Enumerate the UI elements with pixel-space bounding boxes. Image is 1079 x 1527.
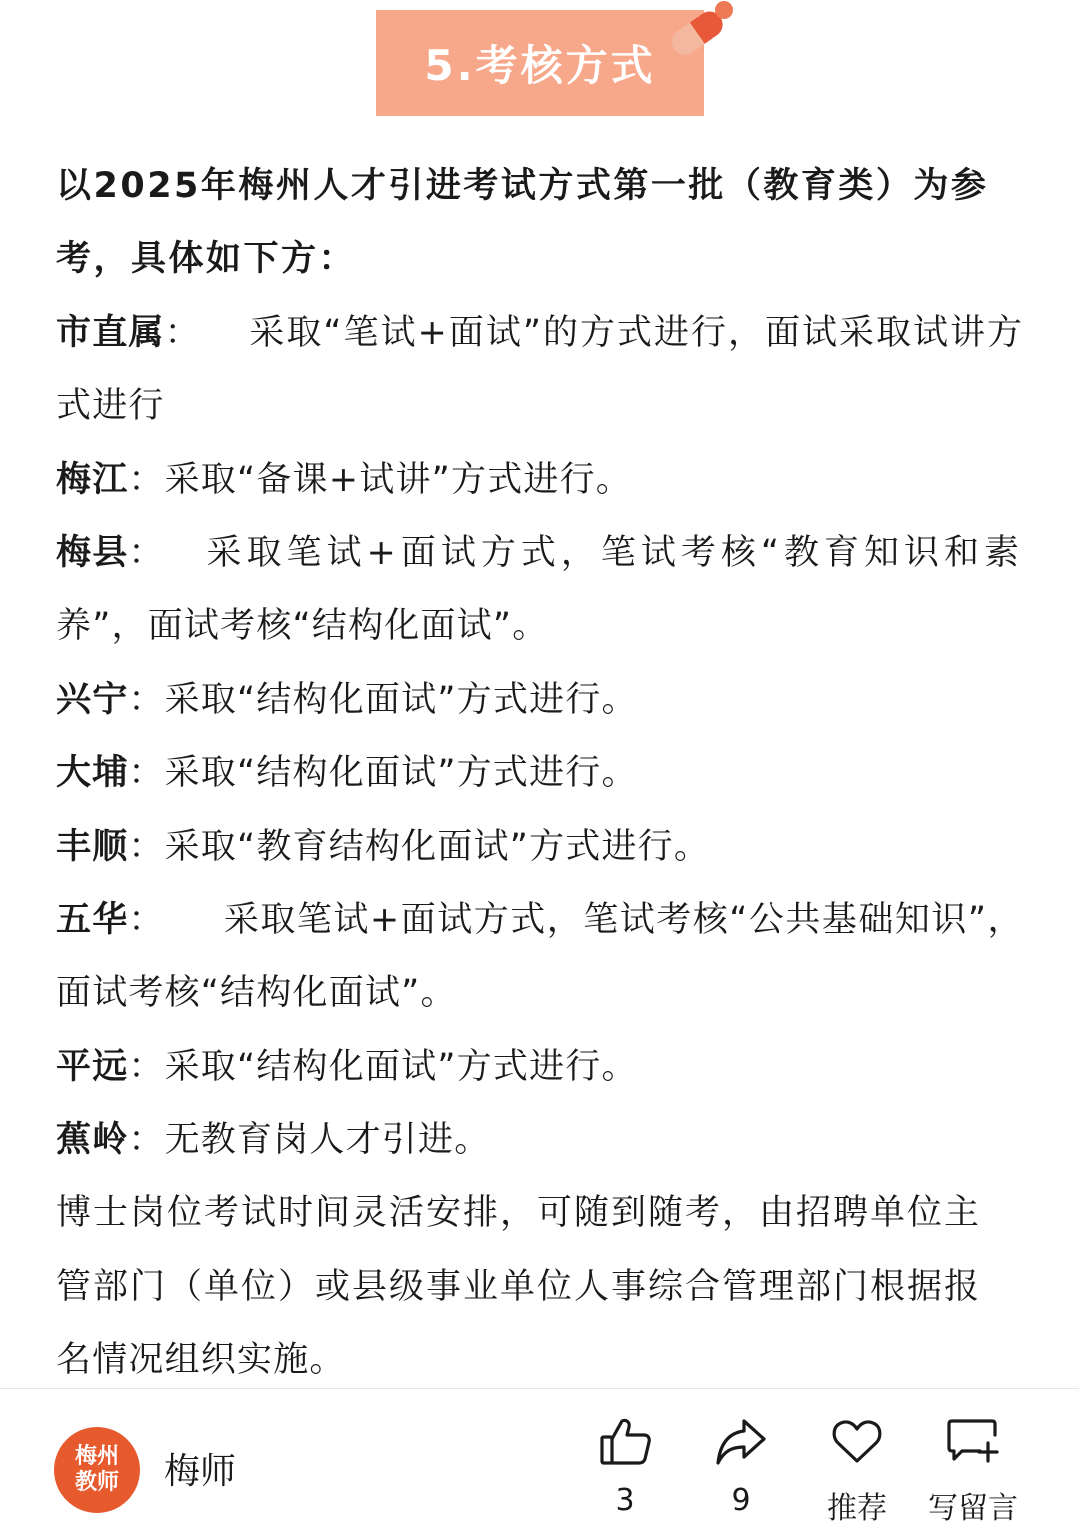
exam-item-fengshun bbox=[56, 811, 1026, 884]
recommend-label: 推荐 bbox=[827, 1491, 887, 1526]
region-label: 蕉岭 bbox=[56, 1120, 129, 1161]
share-count: 9 bbox=[731, 1483, 751, 1518]
exam-item-meijiang bbox=[56, 444, 1026, 517]
recommend-button[interactable] bbox=[812, 1415, 902, 1527]
author-name[interactable]: 梅师 bbox=[164, 1451, 237, 1492]
exam-item-text: 采取笔试+面试方式，笔试考核“教育知识和素 bbox=[206, 532, 1024, 573]
heart-icon bbox=[830, 1415, 884, 1469]
region-label: 五华 bbox=[56, 899, 129, 940]
share-button[interactable] bbox=[696, 1415, 786, 1518]
exam-item-text-continued: 养”，面试考核“结构化面试”。 bbox=[56, 606, 549, 647]
article-body bbox=[56, 150, 1026, 1398]
like-button[interactable] bbox=[580, 1415, 670, 1518]
write-comment-label: 写留言 bbox=[928, 1491, 1018, 1526]
exam-item-text: 无教育岗人才引进。 bbox=[164, 1120, 491, 1161]
region-separator: ： bbox=[128, 679, 165, 720]
section-banner bbox=[376, 10, 704, 116]
section-title: 5.考核方式 bbox=[424, 41, 656, 90]
share-arrow-icon bbox=[714, 1415, 768, 1469]
exam-item-text: 采取“备课+试讲”方式进行。 bbox=[164, 459, 633, 500]
region-label: 大埔 bbox=[56, 753, 129, 794]
exam-item-text-continued: 面试考核“结构化面试”。 bbox=[56, 973, 457, 1014]
like-count: 3 bbox=[615, 1483, 635, 1518]
exam-item-wuhua bbox=[56, 884, 1024, 957]
region-label: 梅县 bbox=[56, 532, 129, 573]
region-separator: ： bbox=[128, 532, 165, 573]
exam-item-shizhishu bbox=[56, 297, 1024, 370]
exam-item-pingyuan bbox=[56, 1031, 1026, 1104]
region-separator: ： bbox=[128, 459, 165, 500]
avatar-text: 教师 bbox=[74, 1470, 119, 1495]
note-line: 管部门（单位）或县级事业单位人事综合管理部门根据报 bbox=[56, 1266, 982, 1307]
region-separator: ： bbox=[128, 826, 165, 867]
note-line: 博士岗位考试时间灵活安排，可随到随考，由招聘单位主 bbox=[56, 1193, 982, 1234]
region-separator: ： bbox=[128, 1120, 165, 1161]
exam-item-text: 采取“教育结构化面试”方式进行。 bbox=[164, 826, 711, 867]
exam-item-jiaoling bbox=[56, 1104, 1026, 1177]
avatar-text: 梅州 bbox=[74, 1444, 119, 1469]
region-label: 市直属 bbox=[56, 312, 165, 353]
region-label: 丰顺 bbox=[56, 826, 129, 867]
region-label: 平远 bbox=[56, 1046, 129, 1087]
intro-line: 以2025年梅州人才引进考试方式第一批（教育类）为参 bbox=[56, 166, 989, 206]
region-separator: ： bbox=[164, 312, 201, 353]
region-separator: ： bbox=[128, 899, 165, 940]
exam-item-text: 采取“结构化面试”方式进行。 bbox=[164, 753, 638, 794]
comment-add-icon bbox=[946, 1415, 1000, 1469]
avatar[interactable] bbox=[54, 1427, 140, 1513]
write-comment-button[interactable] bbox=[928, 1415, 1018, 1527]
region-label: 梅江 bbox=[56, 459, 129, 500]
pill-decoration-icon bbox=[660, 0, 740, 60]
thumbs-up-icon bbox=[598, 1415, 652, 1469]
intro-line: 考，具体如下方： bbox=[56, 239, 357, 280]
region-separator: ： bbox=[128, 753, 165, 794]
bottom-action-bar bbox=[0, 1388, 1079, 1527]
exam-item-text-continued: 式进行 bbox=[56, 386, 165, 427]
exam-item-meixian bbox=[56, 517, 1024, 590]
exam-item-dabu bbox=[56, 737, 1026, 810]
exam-item-xingning bbox=[56, 664, 1026, 737]
region-label: 兴宁 bbox=[56, 679, 129, 720]
exam-item-text: 采取笔试+面试方式，笔试考核“公共基础知识”， bbox=[223, 899, 1024, 940]
exam-item-text: 采取“结构化面试”方式进行。 bbox=[164, 1046, 638, 1087]
region-separator: ： bbox=[128, 1046, 165, 1087]
note-line: 名情况组织实施。 bbox=[56, 1340, 346, 1381]
exam-item-text: 采取“笔试+面试”的方式进行，面试采取试讲方 bbox=[249, 312, 1024, 353]
exam-item-text: 采取“结构化面试”方式进行。 bbox=[164, 679, 638, 720]
